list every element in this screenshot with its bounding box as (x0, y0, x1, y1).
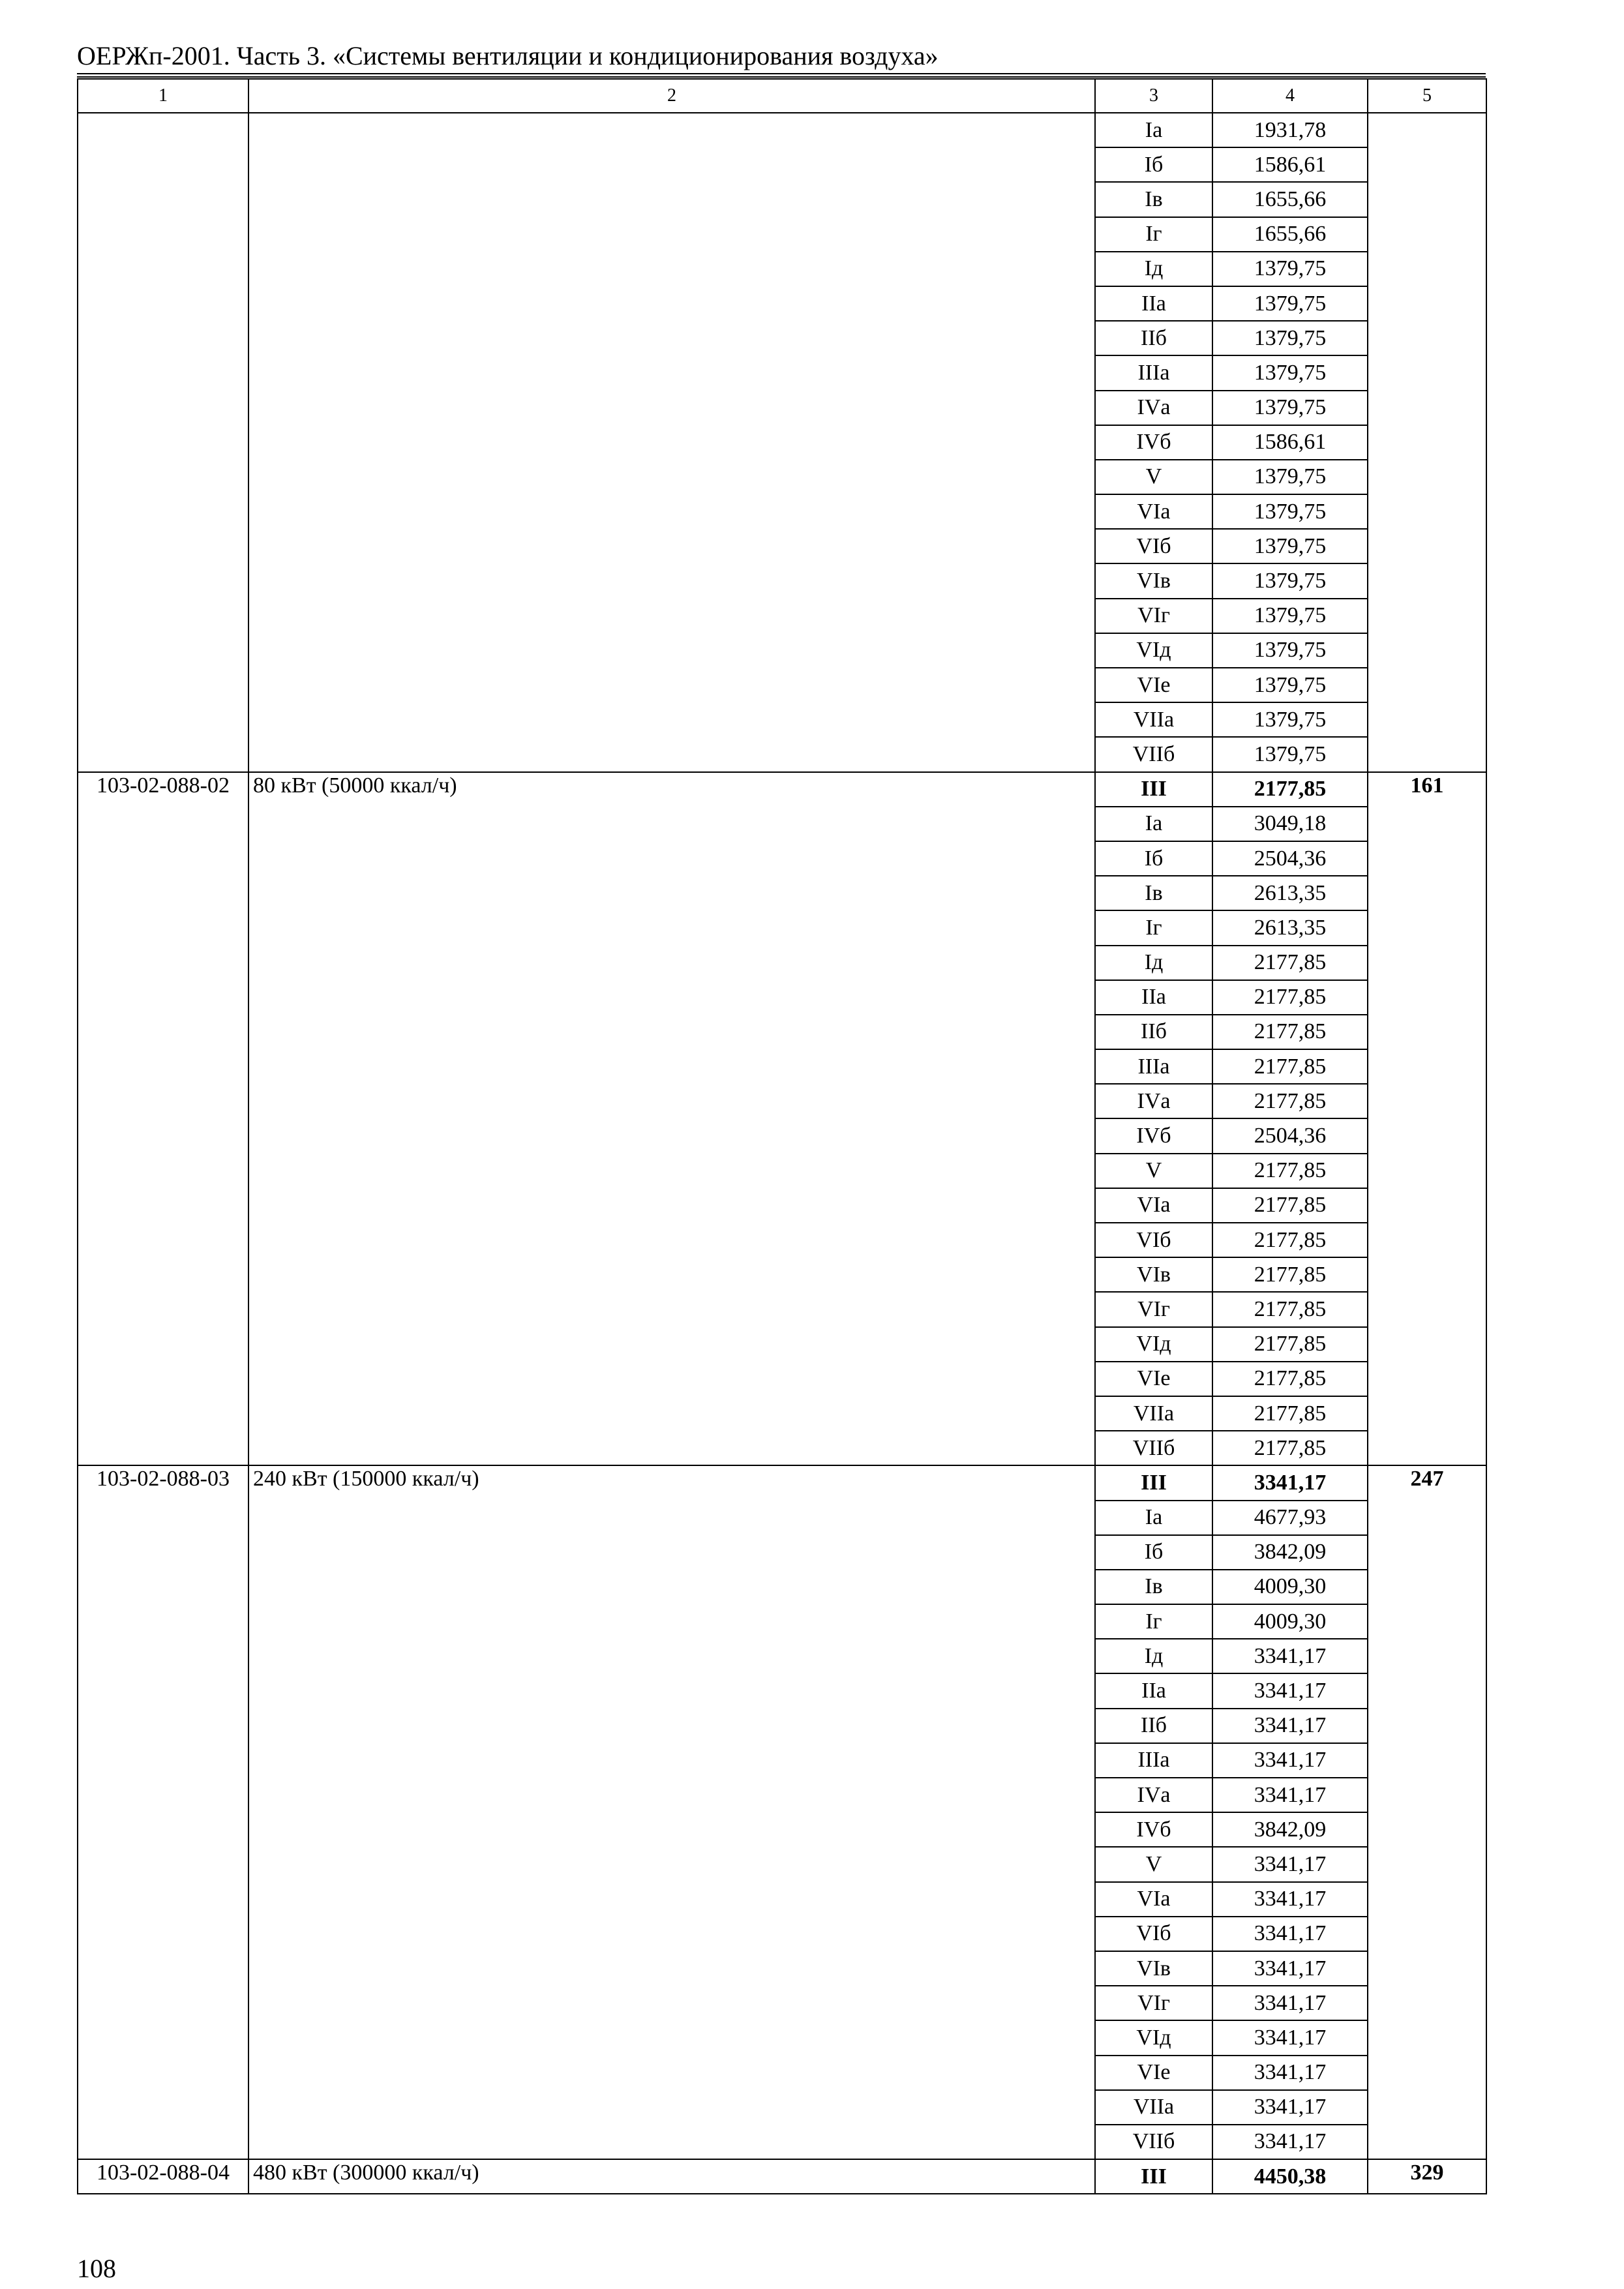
zone-cell: Iд (1095, 946, 1212, 980)
value-cell: 1379,75 (1212, 460, 1368, 494)
description-cell (248, 113, 1095, 772)
zone-cell: VIIа (1095, 2090, 1212, 2125)
zone-cell: VIг (1095, 1292, 1212, 1326)
value-cell: 3341,17 (1212, 1465, 1368, 1500)
description-cell: 240 кВт (150000 ккал/ч) (248, 1465, 1095, 2159)
table-row (78, 772, 1486, 807)
code-cell: 103-02-088-04 (78, 2159, 248, 2194)
value-cell: 3341,17 (1212, 2056, 1368, 2090)
zone-cell: VIе (1095, 1362, 1212, 1396)
value-cell: 2504,36 (1212, 1118, 1368, 1153)
value-cell: 2177,85 (1212, 980, 1368, 1015)
value-cell: 3341,17 (1212, 2090, 1368, 2125)
zone-cell: III (1095, 2159, 1212, 2194)
total-cell (1368, 113, 1486, 772)
code-cell: 103-02-088-03 (78, 1465, 248, 2159)
column-number-1: 1 (78, 79, 248, 113)
value-cell: 2177,85 (1212, 1049, 1368, 1084)
zone-cell: VIв (1095, 563, 1212, 598)
value-cell: 1379,75 (1212, 702, 1368, 737)
zone-cell: VIв (1095, 1951, 1212, 1986)
value-cell: 4009,30 (1212, 1570, 1368, 1604)
value-cell: 2177,85 (1212, 946, 1368, 980)
total-cell: 161 (1368, 772, 1486, 1466)
zone-cell: Iа (1095, 807, 1212, 841)
value-cell: 1655,66 (1212, 182, 1368, 217)
column-number-4: 4 (1212, 79, 1368, 113)
zone-cell: Iв (1095, 1570, 1212, 1604)
zone-cell: VIб (1095, 1223, 1212, 1257)
zone-cell: IIIа (1095, 1743, 1212, 1778)
zone-cell: III (1095, 772, 1212, 807)
rates-table-body (78, 79, 1486, 2194)
zone-cell: VIд (1095, 633, 1212, 668)
value-cell: 1379,75 (1212, 286, 1368, 321)
value-cell: 2177,85 (1212, 1188, 1368, 1223)
zone-cell: VIа (1095, 494, 1212, 529)
header-rule-bottom (77, 76, 1486, 78)
total-cell: 247 (1368, 1465, 1486, 2159)
value-cell: 3341,17 (1212, 1639, 1368, 1673)
zone-cell: IVа (1095, 1778, 1212, 1812)
zone-cell: Iг (1095, 1604, 1212, 1639)
zone-cell: Iб (1095, 147, 1212, 182)
value-cell: 1379,75 (1212, 391, 1368, 425)
value-cell: 1379,75 (1212, 563, 1368, 598)
zone-cell: V (1095, 460, 1212, 494)
zone-cell: VIг (1095, 1986, 1212, 2020)
value-cell: 2177,85 (1212, 1362, 1368, 1396)
value-cell: 2177,85 (1212, 1292, 1368, 1326)
value-cell: 1379,75 (1212, 529, 1368, 563)
zone-cell: VIд (1095, 1327, 1212, 1362)
value-cell: 4450,38 (1212, 2159, 1368, 2194)
value-cell: 1379,75 (1212, 494, 1368, 529)
zone-cell: VIе (1095, 668, 1212, 702)
zone-cell: VIIа (1095, 702, 1212, 737)
value-cell: 1586,61 (1212, 425, 1368, 460)
value-cell: 1655,66 (1212, 217, 1368, 252)
value-cell: 1931,78 (1212, 113, 1368, 147)
value-cell: 2177,85 (1212, 1257, 1368, 1292)
value-cell: 1586,61 (1212, 147, 1368, 182)
value-cell: 3842,09 (1212, 1535, 1368, 1570)
zone-cell: Iд (1095, 1639, 1212, 1673)
zone-cell: VIе (1095, 2056, 1212, 2090)
value-cell: 2613,35 (1212, 876, 1368, 910)
value-cell: 3341,17 (1212, 2125, 1368, 2159)
column-number-2: 2 (248, 79, 1095, 113)
zone-cell: V (1095, 1847, 1212, 1881)
column-number-3: 3 (1095, 79, 1212, 113)
zone-cell: IIб (1095, 1709, 1212, 1743)
zone-cell: Iд (1095, 252, 1212, 286)
value-cell: 3341,17 (1212, 1743, 1368, 1778)
zone-cell: VIа (1095, 1188, 1212, 1223)
zone-cell: VIIб (1095, 1431, 1212, 1465)
zone-cell: VIа (1095, 1882, 1212, 1917)
value-cell: 3341,17 (1212, 1847, 1368, 1881)
column-number-row (78, 79, 1486, 113)
value-cell: 1379,75 (1212, 355, 1368, 390)
value-cell: 2177,85 (1212, 1154, 1368, 1188)
table-row (78, 1465, 1486, 1500)
value-cell: 1379,75 (1212, 599, 1368, 633)
value-cell: 3341,17 (1212, 1917, 1368, 1951)
zone-cell: IVб (1095, 1812, 1212, 1847)
code-cell (78, 113, 248, 772)
zone-cell: Iб (1095, 841, 1212, 876)
zone-cell: VIв (1095, 1257, 1212, 1292)
zone-cell: IIб (1095, 1015, 1212, 1049)
value-cell: 3341,17 (1212, 1673, 1368, 1708)
rates-table (77, 78, 1487, 2194)
zone-cell: IIа (1095, 1673, 1212, 1708)
value-cell: 1379,75 (1212, 633, 1368, 668)
zone-cell: VIб (1095, 529, 1212, 563)
zone-cell: IIIа (1095, 355, 1212, 390)
zone-cell: V (1095, 1154, 1212, 1188)
zone-cell: Iб (1095, 1535, 1212, 1570)
zone-cell: IVа (1095, 1084, 1212, 1118)
zone-cell: Iв (1095, 876, 1212, 910)
value-cell: 2177,85 (1212, 1431, 1368, 1465)
value-cell: 3341,17 (1212, 1778, 1368, 1812)
zone-cell: IIа (1095, 286, 1212, 321)
value-cell: 3341,17 (1212, 1882, 1368, 1917)
value-cell: 3341,17 (1212, 1951, 1368, 1986)
value-cell: 1379,75 (1212, 321, 1368, 355)
value-cell: 2177,85 (1212, 1223, 1368, 1257)
value-cell: 3842,09 (1212, 1812, 1368, 1847)
description-cell: 480 кВт (300000 ккал/ч) (248, 2159, 1095, 2194)
zone-cell: IVб (1095, 1118, 1212, 1153)
value-cell: 2504,36 (1212, 841, 1368, 876)
value-cell: 2177,85 (1212, 1396, 1368, 1431)
zone-cell: IIб (1095, 321, 1212, 355)
zone-cell: VIб (1095, 1917, 1212, 1951)
zone-cell: IVб (1095, 425, 1212, 460)
value-cell: 2177,85 (1212, 772, 1368, 807)
value-cell: 2613,35 (1212, 910, 1368, 945)
zone-cell: VIг (1095, 599, 1212, 633)
value-cell: 3341,17 (1212, 1986, 1368, 2020)
zone-cell: Iг (1095, 217, 1212, 252)
value-cell: 4677,93 (1212, 1501, 1368, 1535)
zone-cell: IIа (1095, 980, 1212, 1015)
page-number: 108 (77, 2254, 116, 2283)
value-cell: 2177,85 (1212, 1327, 1368, 1362)
zone-cell: Iа (1095, 113, 1212, 147)
value-cell: 4009,30 (1212, 1604, 1368, 1639)
table-row (78, 2159, 1486, 2194)
header-rule-top (77, 73, 1486, 74)
value-cell: 3049,18 (1212, 807, 1368, 841)
document-header: ОЕРЖп-2001. Часть 3. «Системы вентиляции и кондиционирования воздуха» (77, 41, 939, 70)
zone-cell: IIIа (1095, 1049, 1212, 1084)
total-cell: 329 (1368, 2159, 1486, 2194)
column-number-5: 5 (1368, 79, 1486, 113)
zone-cell: III (1095, 1465, 1212, 1500)
zone-cell: Iа (1095, 1501, 1212, 1535)
zone-cell: Iг (1095, 910, 1212, 945)
value-cell: 1379,75 (1212, 252, 1368, 286)
zone-cell: IVа (1095, 391, 1212, 425)
zone-cell: Iв (1095, 182, 1212, 217)
description-cell: 80 кВт (50000 ккал/ч) (248, 772, 1095, 1466)
value-cell: 1379,75 (1212, 737, 1368, 771)
value-cell: 2177,85 (1212, 1084, 1368, 1118)
value-cell: 1379,75 (1212, 668, 1368, 702)
zone-cell: VIIб (1095, 737, 1212, 771)
table-row (78, 113, 1486, 147)
value-cell: 3341,17 (1212, 2020, 1368, 2055)
zone-cell: VIIб (1095, 2125, 1212, 2159)
value-cell: 2177,85 (1212, 1015, 1368, 1049)
code-cell: 103-02-088-02 (78, 772, 248, 1466)
value-cell: 3341,17 (1212, 1709, 1368, 1743)
zone-cell: VIIа (1095, 1396, 1212, 1431)
zone-cell: VIд (1095, 2020, 1212, 2055)
